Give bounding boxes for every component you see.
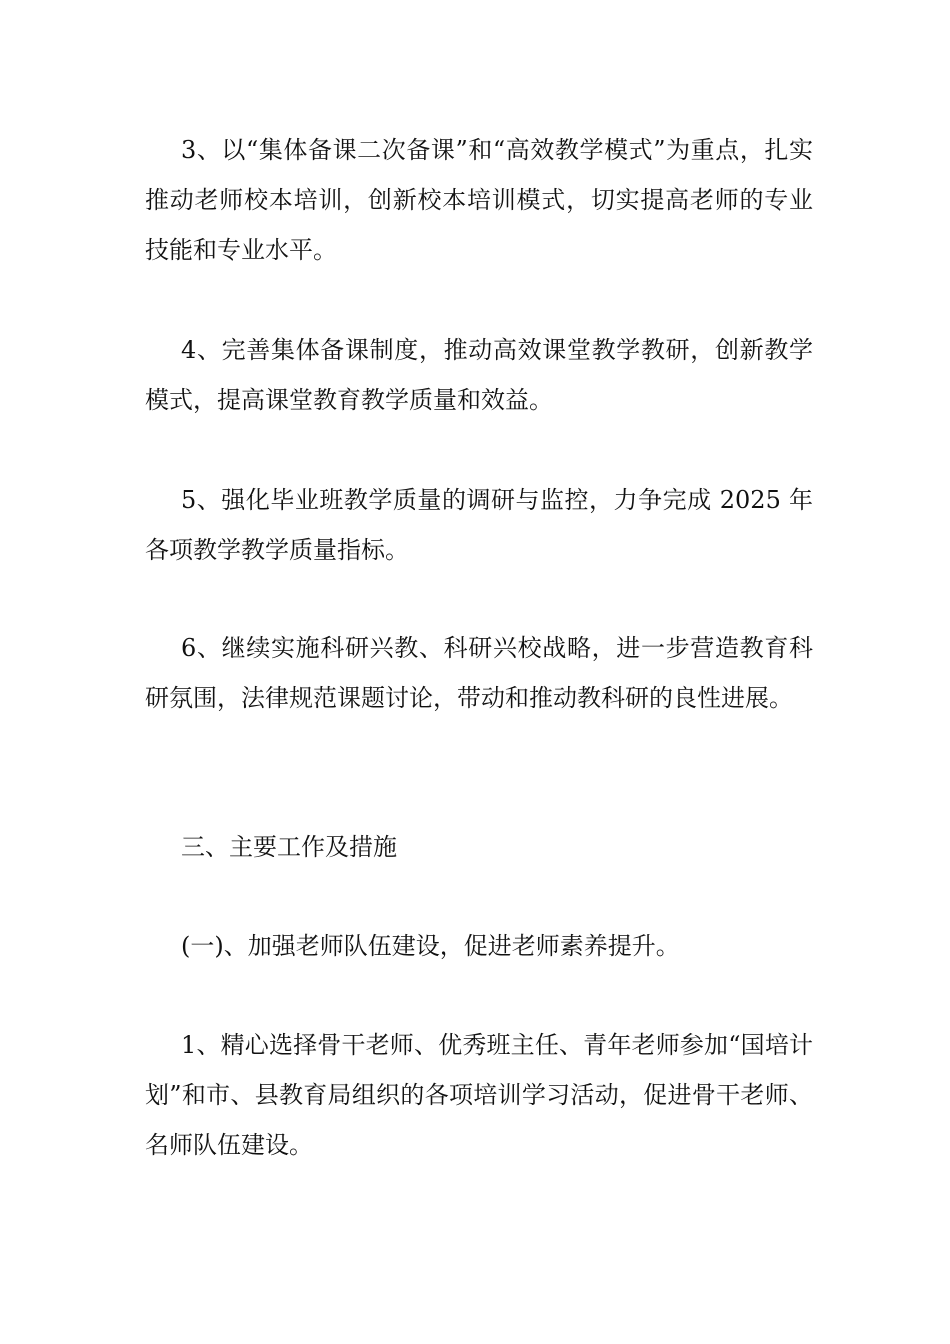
paragraph-goal-6: 6、继续实施科研兴教、科研兴校战略，进一步营造教育科研氛围，法律规范课题讨论，带动和推动教科研的良性进展。 — [145, 634, 813, 712]
subsection-heading-1: (一)、加强老师队伍建设，促进老师素养提升。 — [181, 932, 680, 960]
paragraph-goal-4: 4、完善集体备课制度，推动高效课堂教学教研，创新教学模式，提高课堂教育教学质量和效益。 — [145, 336, 813, 414]
paragraph-goal-3: 3、以“集体备课二次备课”和“高效教学模式”为重点，扎实推动老师校本培训，创新校本培训模式，切实提高老师的专业技能和专业水平。 — [145, 136, 813, 264]
section-heading-3: 三、主要工作及措施 — [181, 833, 397, 861]
paragraph-measure-1: 1、精心选择骨干老师、优秀班主任、青年老师参加“国培计划”和市、县教育局组织的各项培训学习活动，促进骨干老师、名师队伍建设。 — [145, 1031, 813, 1159]
paragraph-goal-5: 5、强化毕业班教学质量的调研与监控，力争完成 2025 年各项教学教学质量指标。 — [145, 486, 813, 564]
